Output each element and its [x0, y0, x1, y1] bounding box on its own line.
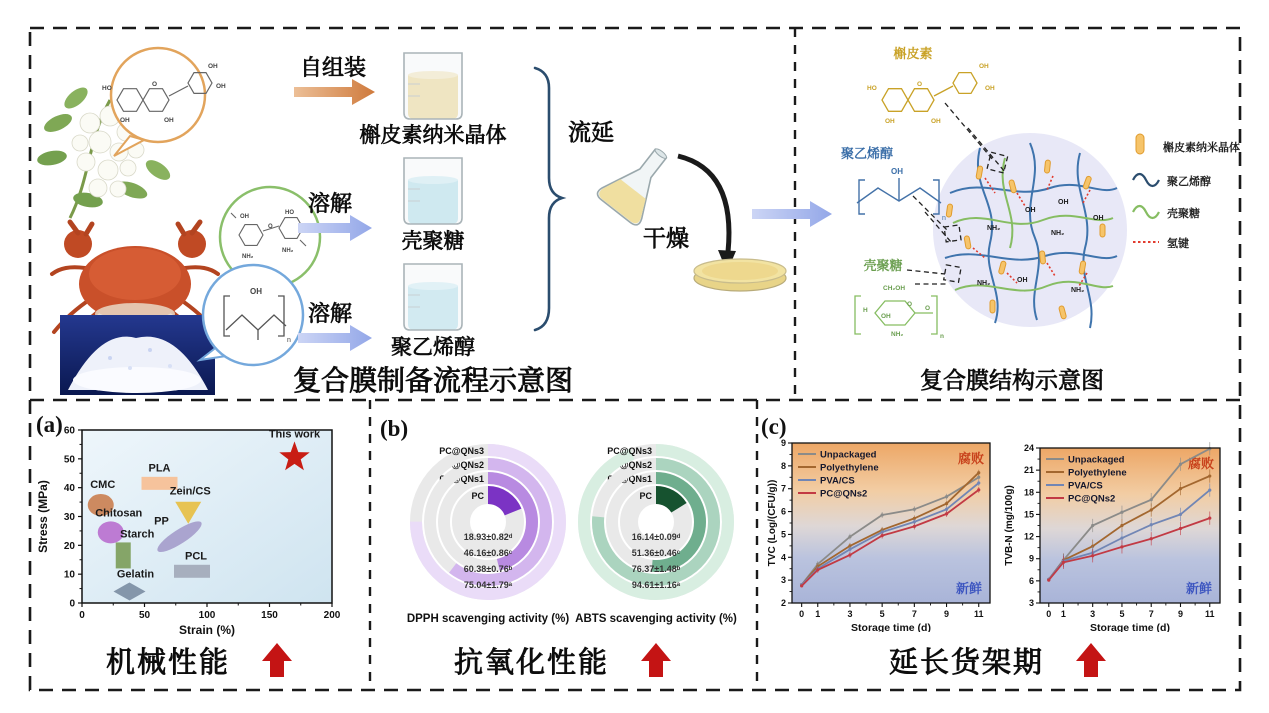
- svg-text:OH: OH: [885, 118, 895, 125]
- svg-text:3: 3: [847, 609, 853, 619]
- svg-text:OH: OH: [208, 63, 218, 70]
- svg-text:4: 4: [780, 552, 786, 563]
- svg-text:24: 24: [1023, 443, 1034, 453]
- line-ylabel: TVB-N (mg/100g): [1004, 485, 1015, 566]
- svg-text:PC@QNs2: PC@QNs2: [439, 460, 484, 470]
- legend-series-label: Unpackaged: [820, 449, 877, 461]
- svg-text:20: 20: [63, 540, 75, 552]
- svg-text:HO: HO: [867, 85, 877, 92]
- svg-text:50: 50: [63, 454, 75, 466]
- svg-text:9: 9: [1028, 553, 1034, 564]
- pva-oh-label: OH: [891, 167, 903, 176]
- panel-c-tag: (c): [761, 414, 787, 439]
- svg-text:O: O: [907, 301, 913, 308]
- dissolve1-label: 溶解: [307, 191, 353, 216]
- svg-text:OH: OH: [1017, 277, 1028, 284]
- structure-pva-label: 聚乙烯醇: [840, 146, 894, 161]
- legend-chitosan-label: 壳聚糖: [1167, 208, 1200, 220]
- svg-text:PC: PC: [639, 491, 652, 501]
- svg-text:CMC: CMC: [90, 478, 116, 491]
- panel-b-caption: 抗氧化性能: [453, 646, 609, 679]
- svg-text:NH₂: NH₂: [891, 331, 904, 338]
- svg-text:OH: OH: [250, 287, 262, 296]
- svg-text:PCL: PCL: [185, 550, 207, 563]
- self-assembly-arrow: [294, 79, 375, 105]
- line-xlabel: Storage time (d): [1090, 622, 1170, 632]
- panel-a-tag: (a): [36, 412, 63, 437]
- svg-text:1: 1: [815, 609, 821, 619]
- svg-text:OH: OH: [979, 63, 989, 70]
- panel-b-tag: (b): [380, 416, 409, 441]
- abts-donut-chart: [556, 430, 756, 630]
- svg-text:5: 5: [1119, 609, 1125, 619]
- svg-text:11: 11: [973, 609, 984, 619]
- chitosan-structure: [855, 296, 937, 334]
- legend-nanocrystal-label: 槲皮素纳米晶体: [1163, 142, 1240, 154]
- svg-text:7: 7: [780, 483, 786, 494]
- svg-text:NH₂: NH₂: [987, 225, 1001, 232]
- pva-powder-photo: [60, 315, 215, 395]
- svg-text:150: 150: [261, 610, 278, 621]
- svg-text:n: n: [287, 337, 291, 344]
- svg-text:O: O: [925, 305, 931, 312]
- svg-text:PP: PP: [154, 515, 169, 528]
- svg-text:OH: OH: [881, 313, 891, 320]
- scatter-xlabel: Strain (%): [178, 623, 236, 637]
- svg-text:Zein/CS: Zein/CS: [169, 485, 211, 498]
- svg-text:0: 0: [799, 609, 805, 619]
- svg-text:30: 30: [63, 512, 75, 523]
- svg-text:3: 3: [1028, 598, 1034, 608]
- svg-text:PC@QNs2: PC@QNs2: [607, 460, 652, 470]
- svg-text:NH₂: NH₂: [242, 254, 254, 260]
- svg-text:0: 0: [69, 598, 75, 610]
- film-matrix-halo: [933, 133, 1127, 327]
- pva-n-label: n: [942, 215, 946, 222]
- mechanical-scatter-chart: [33, 414, 367, 638]
- legend-chitosan-icon: [1133, 206, 1159, 218]
- svg-text:O: O: [917, 81, 923, 88]
- svg-text:60.38±0.76ᵇ: 60.38±0.76ᵇ: [463, 564, 513, 574]
- svg-text:7: 7: [911, 609, 917, 619]
- beaker-quercetin-nanocrystals: [404, 53, 462, 119]
- legend-series-label: Polyethylene: [1068, 467, 1127, 479]
- svg-text:6: 6: [1028, 575, 1034, 586]
- legend-series-label: PVA/CS: [820, 475, 855, 487]
- dissolve2-label: 溶解: [307, 301, 353, 326]
- svg-text:8: 8: [780, 460, 786, 471]
- svg-text:PLA: PLA: [148, 462, 171, 475]
- svg-text:12: 12: [1023, 531, 1034, 542]
- svg-text:21: 21: [1023, 465, 1034, 476]
- svg-text:9: 9: [780, 438, 786, 448]
- zone-spoiled-label: 腐败: [1188, 456, 1215, 471]
- svg-text:16.14±0.09ᵈ: 16.14±0.09ᵈ: [631, 532, 681, 542]
- beaker-quercetin-label: 槲皮素纳米晶体: [359, 124, 507, 147]
- donut-caption: DPPH scavenging activity (%): [406, 613, 570, 625]
- svg-text:200: 200: [323, 610, 341, 621]
- structure-chitosan-label: 壳聚糖: [863, 258, 903, 273]
- svg-text:2: 2: [780, 598, 786, 608]
- svg-text:PC@QNs1: PC@QNs1: [439, 474, 484, 484]
- svg-text:7: 7: [1148, 609, 1154, 619]
- svg-text:PC: PC: [471, 491, 484, 501]
- beaker-pva-label: 聚乙烯醇: [391, 336, 475, 359]
- svg-text:100: 100: [198, 610, 216, 621]
- svg-text:9: 9: [1177, 609, 1183, 619]
- legend-pva-icon: [1133, 174, 1159, 186]
- svg-text:HO: HO: [285, 210, 294, 216]
- quercetin-bubble: [102, 48, 226, 156]
- up-arrow-icon: [639, 641, 673, 679]
- flask: [595, 136, 683, 228]
- svg-text:0: 0: [1046, 609, 1052, 619]
- film-preparation-flow-diagram: [30, 28, 840, 400]
- panel-a-caption-row: [30, 636, 370, 684]
- self-assembly-label: 自组装: [299, 55, 367, 80]
- panel-a-caption: 机械性能: [105, 646, 230, 679]
- svg-text:PC@QNs1: PC@QNs1: [607, 474, 652, 484]
- dissolve2-arrow: [298, 325, 372, 351]
- svg-text:5: 5: [780, 529, 786, 540]
- panel-c-caption: 延长货架期: [888, 646, 1044, 679]
- svg-text:NH₂: NH₂: [1071, 287, 1085, 294]
- legend-series-label: PC@QNs2: [820, 488, 868, 500]
- zone-fresh-label: 新鲜: [1186, 581, 1213, 596]
- legend-series-label: Polyethylene: [820, 462, 879, 474]
- casting-label: 流延: [568, 119, 614, 145]
- donut-caption: ABTS scavenging activity (%): [575, 613, 737, 625]
- svg-text:40: 40: [63, 483, 75, 495]
- svg-text:O: O: [268, 224, 273, 230]
- svg-text:60: 60: [63, 425, 75, 437]
- film-structure-diagram: [795, 28, 1245, 400]
- svg-text:O: O: [152, 81, 158, 88]
- legend-series-label: Unpackaged: [1068, 454, 1125, 466]
- panel-c-caption-row: [757, 636, 1240, 684]
- svg-text:OH: OH: [1058, 199, 1069, 206]
- zone-spoiled-label: 腐败: [958, 451, 985, 466]
- svg-text:Starch: Starch: [120, 528, 155, 541]
- svg-text:9: 9: [944, 609, 950, 619]
- line-ylabel: TVC (Log/(CFU/g)): [767, 479, 778, 567]
- svg-text:OH: OH: [216, 83, 226, 90]
- svg-text:OH: OH: [240, 214, 249, 220]
- svg-text:NH₂: NH₂: [1051, 230, 1065, 237]
- svg-text:18: 18: [1023, 487, 1034, 498]
- svg-text:OH: OH: [931, 118, 941, 125]
- svg-text:PC@QNs3: PC@QNs3: [439, 446, 484, 456]
- tvbn-line-chart: [1000, 428, 1240, 632]
- svg-text:0: 0: [79, 610, 85, 621]
- legend-nanocrystal-icon: [1136, 134, 1144, 154]
- up-arrow-icon: [260, 641, 294, 679]
- svg-text:Chitosan: Chitosan: [95, 507, 143, 520]
- svg-text:PC@QNs3: PC@QNs3: [607, 446, 652, 456]
- svg-text:OH: OH: [1093, 215, 1104, 222]
- svg-text:CH₂OH: CH₂OH: [883, 285, 906, 292]
- svg-text:HO: HO: [102, 85, 112, 92]
- svg-text:10: 10: [63, 569, 75, 581]
- svg-text:5: 5: [879, 609, 885, 619]
- svg-text:H: H: [863, 307, 868, 314]
- svg-text:46.16±0.86ᶜ: 46.16±0.86ᶜ: [463, 548, 513, 558]
- svg-text:n: n: [940, 333, 944, 340]
- svg-text:50: 50: [138, 610, 151, 621]
- svg-text:3: 3: [780, 575, 786, 586]
- flow-title: 复合膜制备流程示意图: [292, 365, 574, 396]
- svg-text:15: 15: [1023, 509, 1034, 520]
- line-xlabel: Storage time (d): [851, 622, 931, 632]
- structure-title: 复合膜结构示意图: [920, 367, 1104, 393]
- svg-text:3: 3: [1090, 609, 1096, 619]
- svg-text:76.37±1.48ᵇ: 76.37±1.48ᵇ: [631, 564, 681, 574]
- legend-pva-label: 聚乙烯醇: [1167, 176, 1211, 188]
- legend-series-label: PC@QNs2: [1068, 493, 1116, 505]
- svg-text:OH: OH: [120, 117, 130, 124]
- svg-text:6: 6: [780, 506, 786, 517]
- beaker-chitosan-label: 壳聚糖: [401, 230, 465, 253]
- svg-text:11: 11: [1204, 609, 1215, 619]
- legend-series-label: PVA/CS: [1068, 480, 1103, 492]
- svg-text:OH: OH: [164, 117, 174, 124]
- tvc-line-chart: [766, 428, 1002, 632]
- svg-text:NH₂: NH₂: [282, 248, 294, 254]
- beaker-chitosan: [404, 158, 462, 224]
- zone-fresh-label: 新鲜: [956, 581, 983, 596]
- quercetin-structure: [882, 73, 977, 112]
- brace: [535, 68, 562, 330]
- pva-bubble: [200, 265, 303, 365]
- svg-text:51.36±0.46ᶜ: 51.36±0.46ᶜ: [631, 548, 681, 558]
- structure-legend: [1133, 134, 1240, 250]
- svg-text:OH: OH: [985, 85, 995, 92]
- petri-dish: [694, 259, 786, 291]
- svg-text:94.61±1.16ᵃ: 94.61±1.16ᵃ: [631, 580, 681, 590]
- svg-text:NH₂: NH₂: [977, 280, 991, 287]
- svg-text:OH: OH: [1025, 207, 1036, 214]
- legend-hbond-label: 氢键: [1167, 238, 1189, 250]
- scatter-ylabel: Stress (MPa): [36, 480, 50, 553]
- panel-b-caption-row: [370, 636, 757, 684]
- svg-text:75.04±1.79ᵃ: 75.04±1.79ᵃ: [463, 580, 513, 590]
- up-arrow-icon: [1074, 641, 1108, 679]
- structure-quercetin-label: 槲皮素: [893, 46, 933, 61]
- svg-text:18.93±0.82ᵈ: 18.93±0.82ᵈ: [463, 532, 513, 542]
- svg-text:1: 1: [1060, 609, 1066, 619]
- svg-text:This work: This work: [268, 428, 321, 441]
- pva-structure: [857, 178, 941, 214]
- drying-label: 干燥: [643, 225, 689, 251]
- svg-text:Gelatin: Gelatin: [116, 568, 155, 581]
- beaker-pva: [404, 264, 462, 330]
